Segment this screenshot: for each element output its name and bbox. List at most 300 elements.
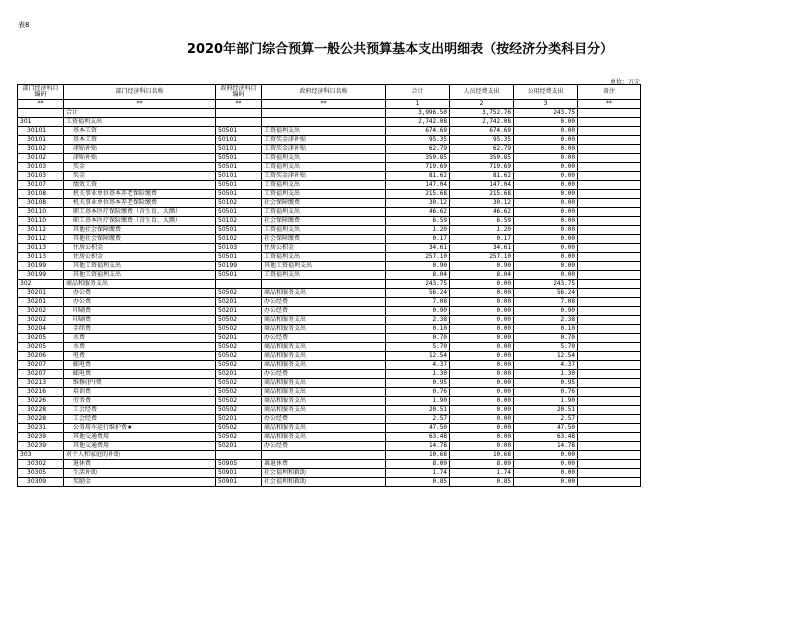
econ-code-cell: 30228 [18,406,64,415]
remark-cell [578,451,641,460]
public-cell: 0.00 [514,199,578,208]
remark-cell [578,145,641,154]
personnel-cell: 719.69 [450,163,514,172]
econ-name-cell: 商品和服务支出 [64,280,216,289]
public-cell: 0.00 [514,460,578,469]
public-cell: 2.57 [514,415,578,424]
econ-name-cell: 基本工资 [64,127,216,136]
public-cell: 0.00 [514,469,578,478]
econ-name-cell: 工会经费 [64,406,216,415]
header-row [18,85,641,100]
remark-cell [578,352,641,361]
total-cell: 719.69 [386,163,450,172]
total-cell: 0.10 [386,325,450,334]
table-row [18,424,641,433]
table-row [18,145,641,154]
remark-cell [578,397,641,406]
personnel-cell: 215.68 [450,190,514,199]
gov-name-cell: 商品和服务支出 [262,343,386,352]
remark-cell [578,253,641,262]
total-cell: 0.17 [386,235,450,244]
personnel-cell: 0.00 [450,433,514,442]
econ-name-cell: 津贴补贴 [64,154,216,163]
econ-name-cell: 办公费 [64,298,216,307]
total-cell: 6.59 [386,217,450,226]
personnel-cell: 6.59 [450,217,514,226]
table-row [18,388,641,397]
gov-code-cell: 50502 [216,379,262,388]
total-cell: 4.37 [386,361,450,370]
public-cell: 0.70 [514,334,578,343]
personnel-cell: 1.20 [450,226,514,235]
econ-code-cell: 30112 [18,226,64,235]
table-row [18,298,641,307]
table-row [18,127,641,136]
gov-name-cell: 工资福利支出 [262,190,386,199]
remark-cell [578,343,641,352]
econ-code-cell: 30107 [18,181,64,190]
total-cell: 147.04 [386,181,450,190]
econ-name-cell: 邮电费 [64,361,216,370]
gov-name-cell: 社会保障缴费 [262,199,386,208]
econ-name-cell: 生活补助 [64,469,216,478]
personnel-cell: 0.00 [450,370,514,379]
gov-code-cell: 50501 [216,226,262,235]
personnel-cell: 62.79 [450,145,514,154]
gov-name-cell: 工资福利支出 [262,208,386,217]
subheader-cell: ** [578,100,641,109]
gov-name-cell: 商品和服务支出 [262,379,386,388]
econ-code-cell: 30216 [18,388,64,397]
gov-code-cell: 50502 [216,388,262,397]
econ-code-cell: 30113 [18,244,64,253]
econ-code-cell: 30226 [18,397,64,406]
remark-cell [578,181,641,190]
econ-code-cell: 30108 [18,190,64,199]
remark-cell [578,208,641,217]
econ-code-cell: 30201 [18,289,64,298]
personnel-cell: 0.17 [450,235,514,244]
total-cell: 5.70 [386,343,450,352]
gov-name-cell: 工资福利支出 [262,154,386,163]
personnel-cell: 0.00 [450,343,514,352]
econ-name-cell: 机关事业单位基本养老保险缴费 [64,199,216,208]
remark-cell [578,262,641,271]
remark-cell [578,235,641,244]
econ-name-cell: 水费 [64,343,216,352]
gov-name-cell: 社会保障缴费 [262,217,386,226]
total-cell: 47.50 [386,424,450,433]
personnel-cell: 674.69 [450,127,514,136]
econ-name-cell: 电费 [64,352,216,361]
personnel-cell: 46.62 [450,208,514,217]
gov-name-cell: 商品和服务支出 [262,406,386,415]
econ-code-cell: 30206 [18,352,64,361]
personnel-cell: 0.00 [450,442,514,451]
personnel-cell: 0.00 [450,298,514,307]
remark-cell [578,154,641,163]
table-row [18,190,641,199]
econ-name-cell: 机关事业单位基本养老保险缴费 [64,190,216,199]
personnel-cell: 95.35 [450,136,514,145]
econ-code-cell [18,109,64,118]
public-cell: 0.00 [514,226,578,235]
public-cell: 0.00 [514,262,578,271]
personnel-cell: 0.00 [450,334,514,343]
total-cell: 12.54 [386,352,450,361]
table-row [18,226,641,235]
econ-name-cell: 奖金 [64,163,216,172]
table-row [18,280,641,289]
public-cell: 0.00 [514,145,578,154]
gov-name-cell: 工资福利支出 [262,163,386,172]
public-cell: 1.90 [514,397,578,406]
gov-name-cell: 办公经费 [262,334,386,343]
gov-name-cell [262,280,386,289]
gov-name-cell: 商品和服务支出 [262,325,386,334]
econ-code-cell: 30239 [18,433,64,442]
table-row [18,136,641,145]
table-row [18,478,641,487]
econ-code-cell: 30305 [18,469,64,478]
public-cell: 56.24 [514,289,578,298]
econ-name-cell: 水费 [64,334,216,343]
remark-cell [578,172,641,181]
public-cell: 0.95 [514,379,578,388]
gov-name-cell: 工资福利支出 [262,181,386,190]
table-row [18,154,641,163]
public-cell: 0.00 [514,244,578,253]
personnel-cell: 0.85 [450,478,514,487]
remark-cell [578,217,641,226]
gov-name-cell: 办公经费 [262,307,386,316]
total-cell: 7.08 [386,298,450,307]
table-row [18,460,641,469]
econ-code-cell: 303 [18,451,64,460]
econ-code-cell: 30205 [18,334,64,343]
gov-name-cell: 社会福利和救助 [262,478,386,487]
econ-name-cell: 其他交通费用 [64,442,216,451]
public-cell: 0.00 [514,127,578,136]
econ-code-cell: 30103 [18,172,64,181]
gov-code-cell: 50502 [216,433,262,442]
gov-name-cell: 工资奖金津补贴 [262,145,386,154]
econ-code-cell: 30108 [18,199,64,208]
table-row [18,370,641,379]
subheader-cell: ** [64,100,216,109]
gov-name-cell: 工资奖金津补贴 [262,136,386,145]
econ-name-cell: 津贴补贴 [64,145,216,154]
remark-cell [578,361,641,370]
table-row [18,181,641,190]
gov-name-cell: 离退休费 [262,460,386,469]
gov-name-cell: 商品和服务支出 [262,361,386,370]
econ-name-cell: 绩效工资 [64,181,216,190]
public-cell: 0.00 [514,253,578,262]
gov-name-cell: 办公经费 [262,298,386,307]
table-row [18,109,641,118]
gov-name-cell: 办公经费 [262,370,386,379]
remark-cell [578,379,641,388]
remark-cell [578,136,641,145]
gov-code-cell: 50201 [216,334,262,343]
remark-cell [578,190,641,199]
total-cell: 34.61 [386,244,450,253]
econ-name-cell: 劳务费 [64,397,216,406]
econ-name-cell: 职工基本医疗保险缴费（含生育、大额） [64,208,216,217]
personnel-cell: 0.00 [450,424,514,433]
public-cell: 0.00 [514,208,578,217]
econ-name-cell: 办公费 [64,289,216,298]
econ-code-cell: 30102 [18,145,64,154]
remark-cell [578,415,641,424]
subheader-cell: ** [262,100,386,109]
table-row [18,343,641,352]
total-cell: 8.04 [386,271,450,280]
table-row [18,451,641,460]
remark-cell [578,127,641,136]
public-cell: 0.76 [514,388,578,397]
gov-code-cell: 50199 [216,262,262,271]
page-title: 2020年部门综合预算一般公共预算基本支出明细表（按经济分类科目分） [186,42,614,57]
econ-code-cell: 30110 [18,208,64,217]
public-cell: 243.75 [514,109,578,118]
total-cell: 62.79 [386,145,450,154]
personnel-cell: 0.00 [450,325,514,334]
econ-code-cell: 30213 [18,379,64,388]
unit-label: 单位：万元 [609,79,640,86]
total-cell: 95.35 [386,136,450,145]
table-row [18,307,641,316]
total-cell: 30.12 [386,199,450,208]
gov-code-cell: 50901 [216,478,262,487]
public-cell: 2.38 [514,316,578,325]
remark-cell [578,118,641,127]
table-row [18,271,641,280]
remark-cell [578,289,641,298]
econ-code-cell: 30102 [18,154,64,163]
table-number-label: 表8 [18,21,30,29]
econ-code-cell: 30302 [18,460,64,469]
total-cell: 0.90 [386,307,450,316]
table-row [18,397,641,406]
total-cell: 0.95 [386,379,450,388]
personnel-cell: 8.04 [450,271,514,280]
econ-code-cell: 30207 [18,370,64,379]
public-cell: 0.00 [514,172,578,181]
remark-cell [578,307,641,316]
total-cell: 0.76 [386,388,450,397]
public-cell: 7.08 [514,298,578,307]
total-cell: 63.48 [386,433,450,442]
gov-code-cell: 50501 [216,208,262,217]
personnel-cell: 2,742.08 [450,118,514,127]
personnel-cell: 30.12 [450,199,514,208]
public-cell: 47.50 [514,424,578,433]
gov-code-cell: 50502 [216,325,262,334]
gov-name-cell: 商品和服务支出 [262,388,386,397]
econ-name-cell: 维修(护)费 [64,379,216,388]
remark-cell [578,244,641,253]
econ-code-cell: 30199 [18,271,64,280]
econ-code-cell: 30207 [18,361,64,370]
personnel-cell: 10.68 [450,451,514,460]
econ-name-cell: 工资福利支出 [64,118,216,127]
econ-name-cell: 其他交通费用 [64,433,216,442]
remark-cell [578,469,641,478]
public-cell: 0.00 [514,118,578,127]
public-cell: 0.10 [514,325,578,334]
econ-code-cell: 30309 [18,478,64,487]
gov-code-cell: 50502 [216,406,262,415]
econ-name-cell: 退休费 [64,460,216,469]
remark-cell [578,325,641,334]
gov-code-cell: 50103 [216,244,262,253]
econ-name-cell: 奖金 [64,172,216,181]
table-row [18,316,641,325]
total-cell: 2,742.08 [386,118,450,127]
gov-name-cell: 住房公积金 [262,244,386,253]
gov-code-cell: 50502 [216,289,262,298]
remark-cell [578,478,641,487]
personnel-cell: 257.10 [450,253,514,262]
gov-code-cell: 50502 [216,361,262,370]
remark-cell [578,226,641,235]
budget-table [17,84,641,487]
total-cell: 243.75 [386,280,450,289]
econ-code-cell: 30199 [18,262,64,271]
table-row [18,379,641,388]
econ-name-cell: 邮电费 [64,370,216,379]
econ-code-cell: 30205 [18,343,64,352]
gov-code-cell: 50102 [216,217,262,226]
econ-name-cell: 基本工资 [64,136,216,145]
gov-code-cell [216,109,262,118]
personnel-cell: 0.00 [450,352,514,361]
econ-name-cell: 住房公积金 [64,253,216,262]
gov-name-cell: 办公经费 [262,415,386,424]
table-row [18,433,641,442]
remark-cell [578,388,641,397]
personnel-cell: 0.00 [450,406,514,415]
gov-code-cell: 50901 [216,469,262,478]
header-cell: 公用经费支出 [514,85,578,100]
personnel-cell: 0.00 [450,361,514,370]
subheader-cell: 3 [514,100,578,109]
gov-code-cell: 50101 [216,136,262,145]
econ-code-cell: 30202 [18,316,64,325]
total-cell: 1.90 [386,397,450,406]
gov-code-cell: 50101 [216,172,262,181]
personnel-cell: 34.61 [450,244,514,253]
table-row [18,244,641,253]
personnel-cell: 81.62 [450,172,514,181]
remark-cell [578,298,641,307]
econ-code-cell: 30101 [18,136,64,145]
personnel-cell: 359.85 [450,154,514,163]
table-row [18,442,641,451]
econ-name-cell: 手续费 [64,325,216,334]
gov-code-cell: 50201 [216,442,262,451]
table-row [18,118,641,127]
table-row [18,208,641,217]
total-cell: 10.68 [386,451,450,460]
public-cell: 0.00 [514,235,578,244]
gov-code-cell: 50101 [216,145,262,154]
econ-name-cell: 住房公积金 [64,244,216,253]
gov-code-cell: 50201 [216,298,262,307]
econ-code-cell: 30231 [18,424,64,433]
public-cell: 63.48 [514,433,578,442]
header-cell: 部门经济科目编码 [18,85,64,100]
public-cell: 12.54 [514,352,578,361]
gov-name-cell [262,118,386,127]
gov-code-cell [216,280,262,289]
remark-cell [578,271,641,280]
total-cell: 56.24 [386,289,450,298]
total-cell: 0.90 [386,262,450,271]
econ-name-cell: 合计 [64,109,216,118]
gov-code-cell: 50905 [216,460,262,469]
gov-name-cell: 办公经费 [262,442,386,451]
personnel-cell: 1.74 [450,469,514,478]
remark-cell [578,424,641,433]
subheader-cell: 1 [386,100,450,109]
total-cell: 1.74 [386,469,450,478]
remark-cell [578,316,641,325]
gov-code-cell: 50502 [216,352,262,361]
total-cell: 0.85 [386,478,450,487]
table-row [18,406,641,415]
subheader-cell: 2 [450,100,514,109]
gov-name-cell: 商品和服务支出 [262,433,386,442]
public-cell: 0.00 [514,154,578,163]
public-cell: 0.00 [514,163,578,172]
gov-code-cell: 50501 [216,163,262,172]
econ-code-cell: 30239 [18,442,64,451]
gov-code-cell: 50501 [216,154,262,163]
table-row [18,361,641,370]
total-cell: 359.85 [386,154,450,163]
total-cell: 14.78 [386,442,450,451]
remark-cell [578,109,641,118]
total-cell: 1.30 [386,370,450,379]
remark-cell [578,334,641,343]
header-cell: 人员经费支出 [450,85,514,100]
personnel-cell: 0.00 [450,397,514,406]
table-row [18,172,641,181]
remark-cell [578,442,641,451]
gov-name-cell [262,109,386,118]
table-row [18,469,641,478]
gov-code-cell: 50501 [216,181,262,190]
econ-name-cell: 对个人和家庭的补助 [64,451,216,460]
econ-name-cell: 其他工资福利支出 [64,271,216,280]
table-row [18,163,641,172]
total-cell: 2.57 [386,415,450,424]
remark-cell [578,280,641,289]
subheader-cell: ** [216,100,262,109]
public-cell: 4.37 [514,361,578,370]
subheader-row [18,100,641,109]
econ-code-cell: 30101 [18,127,64,136]
remark-cell [578,163,641,172]
table-row [18,415,641,424]
table-row [18,235,641,244]
personnel-cell: 0.00 [450,316,514,325]
remark-cell [578,370,641,379]
total-cell: 3,996.50 [386,109,450,118]
